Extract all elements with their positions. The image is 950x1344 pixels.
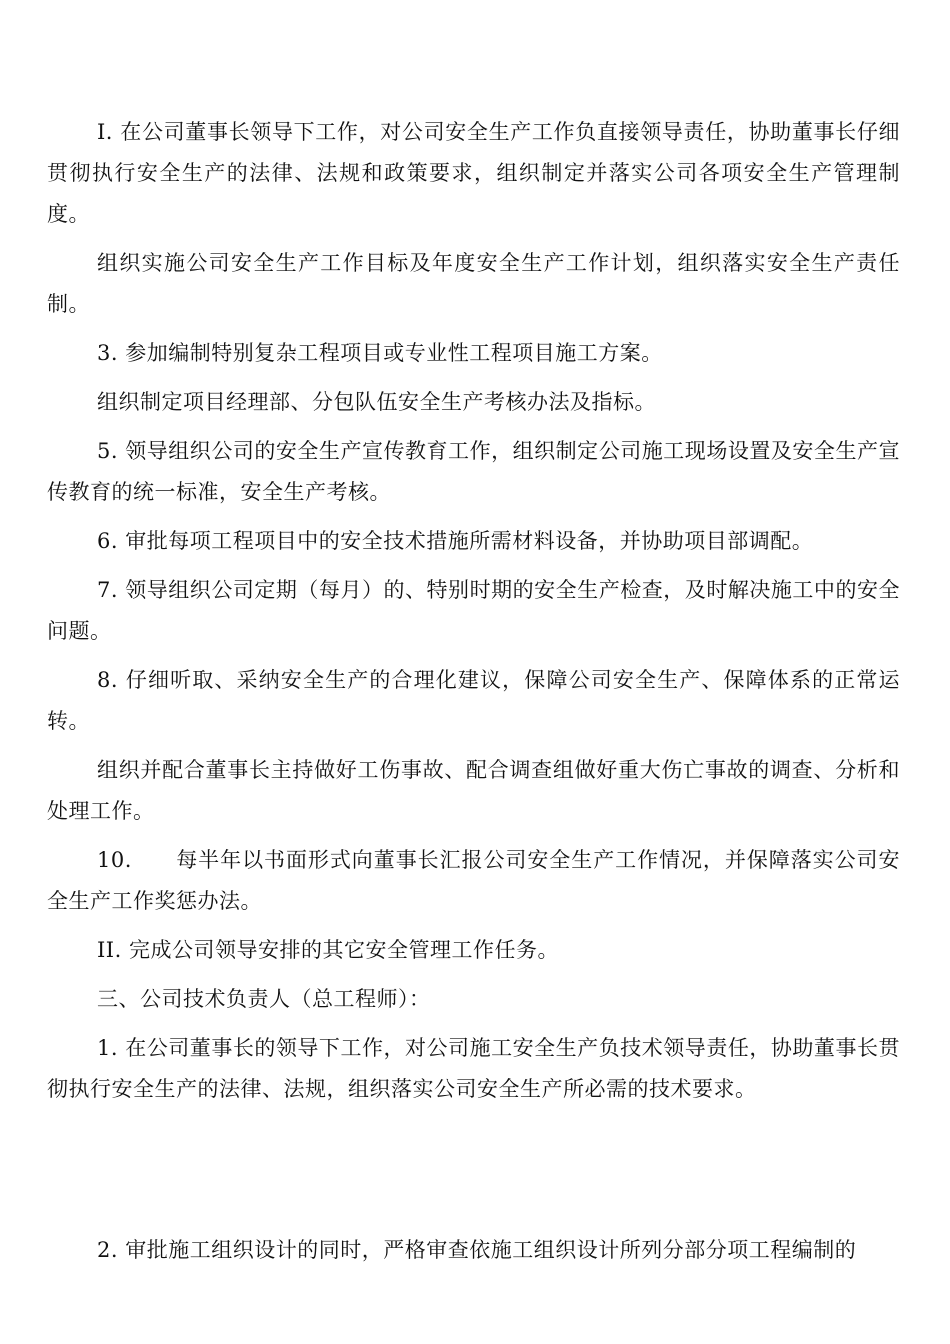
paragraph-11: II. 完成公司领导安排的其它安全管理工作任务。 <box>97 938 559 962</box>
paragraph-7: 7. 领导组织公司定期（每月）的、特别时期的安全生产检查，及时解决施工中的安全问题。 <box>47 578 900 643</box>
document-page <box>47 112 900 1279</box>
paragraph-14: 2. 审批施工组织设计的同时，严格审查依施工组织设计所列分部分项工程编制的 <box>97 1238 857 1262</box>
paragraph-10: 10. 每半年以书面形式向董事长汇报公司安全生产工作情况，并保障落实公司安全生产工作奖惩办法。 <box>47 848 900 913</box>
paragraph-9: 组织并配合董事长主持做好工伤事故、配合调查组做好重大伤亡事故的调查、分析和处理工作。 <box>47 758 900 823</box>
paragraph-8: 8. 仔细听取、采纳安全生产的合理化建议，保障公司安全生产、保障体系的正常运转。 <box>47 668 900 733</box>
blank-space <box>47 1118 900 1230</box>
paragraph-13: 1. 在公司董事长的领导下工作，对公司施工安全生产负技术领导责任，协助董事长贯彻执行安全生产的法律、法规，组织落实公司安全生产所必需的技术要求。 <box>47 1036 900 1101</box>
paragraph-5: 5. 领导组织公司的安全生产宣传教育工作，组织制定公司施工现场设置及安全生产宣传教育的统一标准，安全生产考核。 <box>47 439 900 504</box>
paragraph-3: 3. 参加编制特别复杂工程项目或专业性工程项目施工方案。 <box>97 341 663 365</box>
paragraph-2: 组织实施公司安全生产工作目标及年度安全生产工作计划，组织落实安全生产责任制。 <box>47 251 900 316</box>
paragraph-6: 6. 审批每项工程项目中的安全技术措施所需材料设备，并协助项目部调配。 <box>97 529 814 553</box>
paragraph-4: 组织制定项目经理部、分包队伍安全生产考核办法及指标。 <box>97 390 656 414</box>
section-heading: 三、公司技术负责人（总工程师）： <box>97 987 431 1011</box>
paragraph-1: I. 在公司董事长领导下工作，对公司安全生产工作负直接领导责任，协助董事长仔细贯彻执行安全生产的法律、法规和政策要求，组织制定并落实公司各项安全生产管理制度。 <box>47 120 900 226</box>
